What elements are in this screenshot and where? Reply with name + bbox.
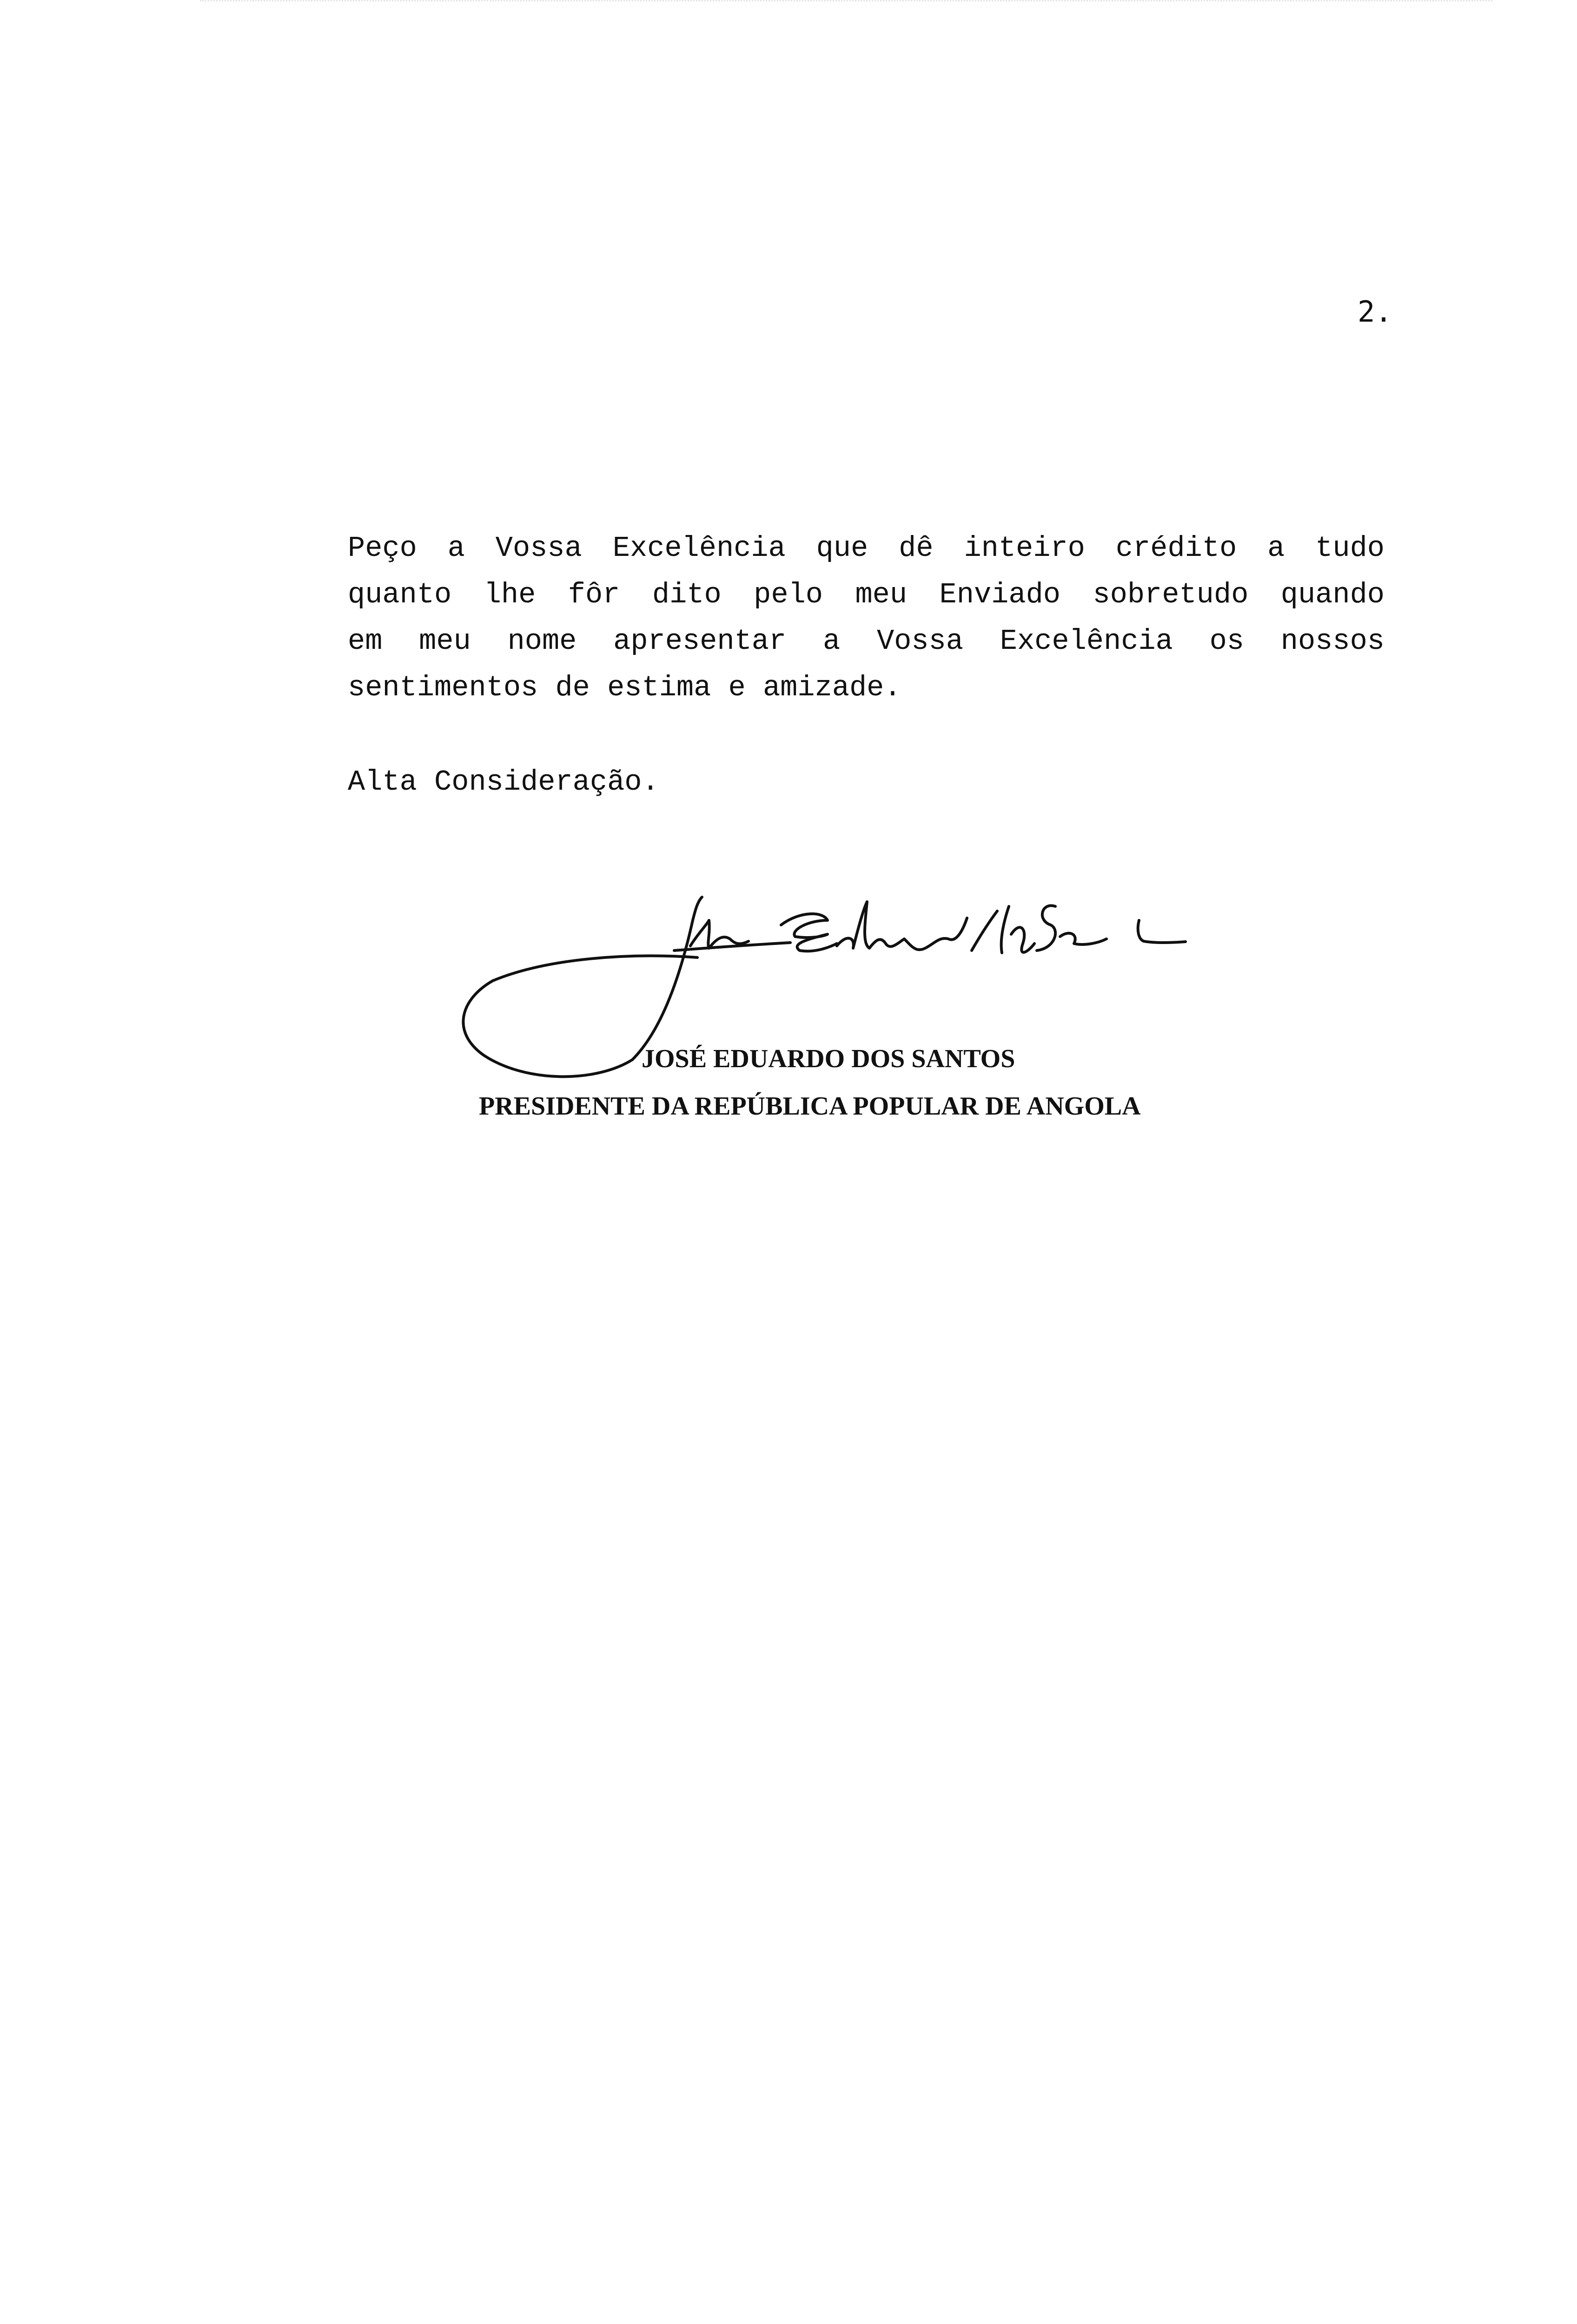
signer-name: JOSÉ EDUARDO DOS SANTOS [642,1044,1015,1073]
signer-title: PRESIDENTE DA REPÚBLICA POPULAR DE ANGOLA [479,1092,1141,1121]
body-line: quanto lhe fôr dito pelo meu Enviado sobretudo quando [348,578,1385,611]
scan-artifact-top [200,0,1492,6]
body-line: sentimentos de estima e amizade. [348,671,901,704]
closing-salutation: Alta Consideração. [348,766,659,799]
body-line: Peço a Vossa Excelência que dê inteiro crédito a tudo [348,532,1385,565]
body-paragraph [348,525,1385,711]
page-number: 2. [1358,295,1392,329]
body-line: em meu nome apresentar a Vossa Excelência os nossos [348,625,1385,658]
